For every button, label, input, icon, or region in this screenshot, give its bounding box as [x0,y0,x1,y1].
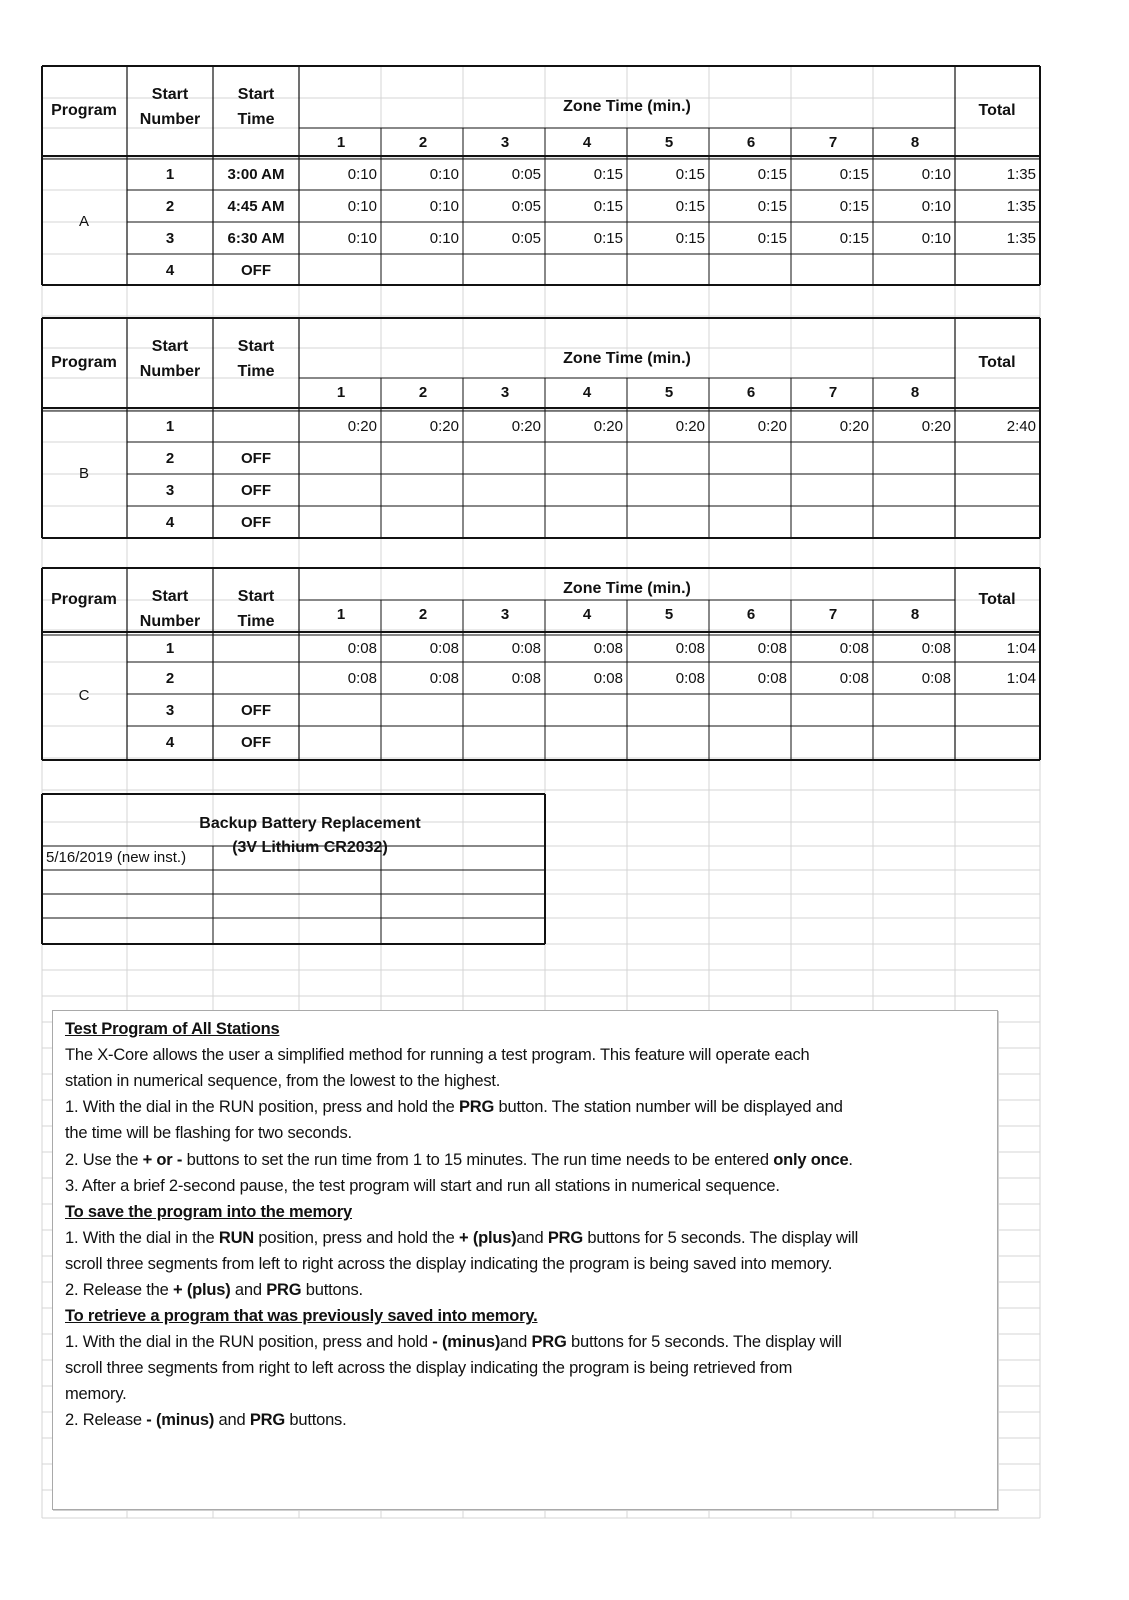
header-start-number: Start [151,338,189,355]
text-bold: - (minus) [146,1411,215,1429]
text-run: 2. Release [65,1411,147,1429]
zone-number: 7 [828,384,838,401]
zone-time: 0:15 [593,166,623,183]
zone-number: 2 [418,384,428,401]
start-time: OFF [241,514,271,531]
zone-time: 0:08 [347,640,377,657]
zone-number: 4 [582,384,592,401]
header-zone-time: Zone Time (min.) [563,350,691,367]
text-run: 1. With the dial in the RUN position, press and hold the [65,1098,459,1116]
start-number: 2 [165,450,175,467]
zone-number: 2 [418,606,428,623]
zone-time: 0:15 [593,198,623,215]
zone-time: 0:05 [511,198,541,215]
header-start-time: Start [237,338,275,355]
zone-number: 4 [582,134,592,151]
zone-time: 0:20 [429,418,459,435]
row-total: 1:04 [1006,670,1036,687]
zone-time: 0:08 [757,670,787,687]
zone-time: 0:08 [511,640,541,657]
zone-time: 0:10 [429,230,459,247]
text-run: and [230,1281,267,1299]
text-run: buttons for 5 seconds. The display will [583,1229,859,1247]
zone-number: 3 [500,384,510,401]
zone-number: 6 [746,606,756,623]
start-time: OFF [241,262,271,279]
zone-time: 0:20 [675,418,705,435]
start-number: 1 [165,418,175,435]
header-start-time: Start [237,588,275,605]
start-number: 3 [165,230,175,247]
zone-number: 8 [910,606,920,623]
start-time: 4:45 AM [227,198,285,215]
text-run: position, press and hold the [254,1229,460,1247]
text-run: and [516,1229,548,1247]
text-bold: RUN [218,1229,255,1247]
text-bold: only once [773,1151,849,1169]
battery-title [199,812,420,860]
program-letter: C [78,687,90,704]
zone-number: 3 [500,134,510,151]
zone-time: 0:08 [429,670,459,687]
note-line [65,1280,363,1300]
zone-time: 0:15 [675,166,705,183]
start-number: 3 [165,482,175,499]
note-line [65,1228,858,1248]
header-total: Total [978,591,1016,608]
header-start-time: Time [237,613,275,630]
text-run: . [848,1151,853,1169]
note-line: 3. After a brief 2-second pause, the test program will start and run all stations in numerical sequence. [65,1177,780,1195]
zone-number: 7 [828,134,838,151]
text-bold: PRG [459,1098,495,1116]
start-time: OFF [241,450,271,467]
program-letter: A [78,212,90,230]
zone-time: 0:10 [347,230,377,247]
note-line: station in numerical sequence, from the lowest to the highest. [65,1072,501,1090]
text-run: and [214,1411,250,1429]
zone-time: 0:08 [839,670,869,687]
start-time: OFF [241,734,271,751]
zone-time: 0:15 [839,166,869,183]
text-run: buttons. [285,1411,347,1429]
zone-time: 0:15 [675,198,705,215]
start-number: 4 [165,734,175,751]
note-line [65,1332,842,1352]
zone-time: 0:15 [757,230,787,247]
header-start-number: Number [139,613,201,630]
zone-time: 0:10 [347,166,377,183]
zone-number: 1 [336,606,346,623]
zone-number: 5 [664,134,674,151]
battery-title-line2: (3V Lithium CR2032) [232,839,388,856]
instructions-textbox [52,1010,998,1510]
text-bold: + (plus) [173,1281,231,1299]
start-number: 4 [165,262,175,279]
zone-time: 0:10 [429,198,459,215]
battery-title-line1: Backup Battery Replacement [199,815,421,832]
note-line: The X-Core allows the user a simplified method for running a test program. This feature will operate each [65,1046,810,1064]
zone-time: 0:20 [839,418,869,435]
zone-time: 0:15 [675,230,705,247]
start-time: OFF [241,482,271,499]
header-start-time: Time [237,111,275,128]
zone-time: 0:08 [675,670,705,687]
zone-number: 3 [500,606,510,623]
start-number: 2 [165,670,175,687]
note-line [65,1410,347,1430]
text-run: 2. Use the [65,1151,143,1169]
text-bold: PRG [531,1333,567,1351]
row-total: 1:35 [1006,166,1036,183]
note-line [65,1097,843,1117]
row-total: 1:35 [1006,230,1036,247]
zone-number: 7 [828,606,838,623]
start-number: 1 [165,640,175,657]
zone-time: 0:10 [921,198,951,215]
zone-number: 6 [746,134,756,151]
zone-time: 0:08 [593,670,623,687]
header-program: Program [51,591,117,608]
text-bold: PRG [249,1411,285,1429]
zone-time: 0:20 [511,418,541,435]
zone-number: 6 [746,384,756,401]
start-number: 4 [165,514,175,531]
header-start-time: Time [237,363,275,380]
header-start-number: Start [151,588,189,605]
header-total: Total [978,102,1016,119]
zone-number: 1 [336,384,346,401]
zone-time: 0:10 [347,198,377,215]
start-number: 3 [165,702,175,719]
text-run: buttons for 5 seconds. The display will [566,1333,842,1351]
zone-time: 0:15 [757,166,787,183]
text-bold: + or - [142,1151,183,1169]
zone-time: 0:08 [511,670,541,687]
zone-time: 0:08 [921,670,951,687]
zone-time: 0:08 [757,640,787,657]
zone-number: 2 [418,134,428,151]
header-start-number: Number [139,363,201,380]
header-start-number: Number [139,111,201,128]
start-time: 3:00 AM [227,166,285,183]
zone-time: 0:20 [347,418,377,435]
note-line: scroll three segments from right to left across the display indicating the program is being retrieved from [65,1359,793,1377]
program-letter: B [78,465,90,482]
note-line: the time will be flashing for two seconds. [65,1124,352,1142]
text-bold: - (minus) [432,1333,501,1351]
zone-time: 0:20 [921,418,951,435]
zone-time: 0:08 [921,640,951,657]
start-time: OFF [241,702,271,719]
zone-number: 1 [336,134,346,151]
header-program: Program [51,354,117,371]
start-number: 1 [165,166,175,183]
note-line: memory. [65,1385,127,1403]
battery-entry: 5/16/2019 (new inst.) [46,849,187,866]
zone-time: 0:15 [757,198,787,215]
zone-number: 4 [582,606,592,623]
zone-number: 5 [664,606,674,623]
zone-time: 0:05 [511,230,541,247]
zone-time: 0:15 [839,198,869,215]
start-time: 6:30 AM [227,230,285,247]
text-run: and [500,1333,532,1351]
zone-time: 0:20 [593,418,623,435]
text-bold: PRG [266,1281,302,1299]
header-zone-time: Zone Time (min.) [563,580,691,597]
text-run: button. The station number will be displayed and [494,1098,843,1116]
header-program: Program [51,102,117,119]
zone-time: 0:10 [921,166,951,183]
zone-time: 0:08 [429,640,459,657]
text-bold: + (plus) [459,1229,517,1247]
text-run: 1. With the dial in the RUN position, press and hold [65,1333,433,1351]
row-total: 2:40 [1006,418,1036,435]
zone-time: 0:20 [757,418,787,435]
heading-retrieve-program: To retrieve a program that was previously saved into memory. [65,1307,538,1325]
zone-time: 0:15 [593,230,623,247]
text-run: 2. Release the [65,1281,173,1299]
zone-time: 0:08 [839,640,869,657]
zone-number: 5 [664,384,674,401]
zone-number: 8 [910,134,920,151]
header-total: Total [978,354,1016,371]
header-start-number: Start [151,86,189,103]
zone-time: 0:15 [839,230,869,247]
heading-test-program: Test Program of All Stations [65,1020,280,1038]
heading-save-program: To save the program into the memory [65,1203,353,1221]
zone-time: 0:08 [675,640,705,657]
zone-time: 0:08 [347,670,377,687]
header-zone-time: Zone Time (min.) [563,98,691,115]
text-run: buttons. [301,1281,363,1299]
zone-number: 8 [910,384,920,401]
start-number: 2 [165,198,175,215]
row-total: 1:04 [1006,640,1036,657]
zone-time: 0:05 [511,166,541,183]
text-run: 1. With the dial in the [65,1229,219,1247]
zone-time: 0:10 [429,166,459,183]
text-run: buttons to set the run time from 1 to 15 minutes. The run time needs to be entered [182,1151,774,1169]
zone-time: 0:08 [593,640,623,657]
header-start-time: Start [237,86,275,103]
text-bold: PRG [547,1229,584,1247]
note-line [65,1150,853,1170]
row-total: 1:35 [1006,198,1036,215]
zone-time: 0:10 [921,230,951,247]
note-line: scroll three segments from left to right across the display indicating the program is being saved into memory. [65,1255,833,1273]
